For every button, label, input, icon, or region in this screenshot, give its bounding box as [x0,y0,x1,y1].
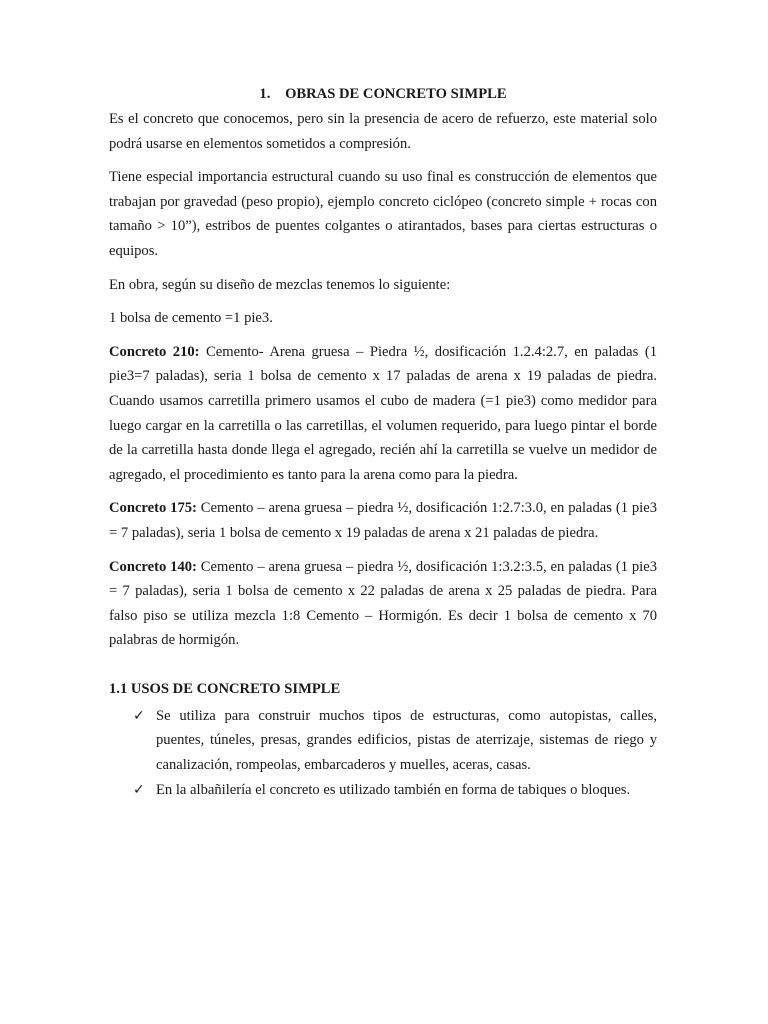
subsection-heading: 1.1 USOS DE CONCRETO SIMPLE [109,680,341,697]
paragraph-definition: Es el concreto que conocemos, pero sin la presencia de acero de refuerzo, este material solo podrá usarse en elementos sometidos a compresión. [109,111,657,152]
paragraph-concreto-175 [109,496,657,545]
check-icon: ✓ [133,781,145,798]
paragraph-obra: En obra, según su diseño de mezclas tenemos lo siguiente: [109,276,451,293]
concreto-140-text: Cemento – arena gruesa – piedra ½, dosificación 1:3.2:3.5, en paladas (1 pie3 = 7 paladas), seria 1 bolsa de cemento x 22 paladas de arena x 25 paladas de piedra. Para falso piso se utiliza mezcla 1:8 Cemento – Hormigón. Es decir 1 bolsa de cemento x 70 palabras de hormigón. [109,558,657,649]
paragraph-concreto-210 [109,340,657,488]
concreto-210-label: Concreto 210: [109,343,200,360]
document-page [109,84,657,802]
section-heading [109,84,657,104]
usos-list [109,704,657,802]
list-item [109,704,657,778]
check-icon: ✓ [133,707,145,724]
concreto-175-text: Cemento – arena gruesa – piedra ½, dosificación 1:2.7:3.0, en paladas (1 pie3 = 7 paladas), seria 1 bolsa de cemento x 19 paladas de arena x 21 paladas de piedra. [109,500,657,541]
paragraph-concreto-140 [109,555,657,653]
section-title: OBRAS DE CONCRETO SIMPLE [285,86,507,102]
list-item-text: En la albañilería el concreto es utilizado también en forma de tabiques o bloques. [156,781,631,798]
concreto-140-label: Concreto 140: [109,558,197,575]
list-item [109,778,657,803]
paragraph-bolsa: 1 bolsa de cemento =1 pie3. [109,310,273,327]
concreto-210-text: Cemento- Arena gruesa – Piedra ½, dosificación 1.2.4:2.7, en paladas (1 pie3=7 paladas), seria 1 bolsa de cemento x 17 paladas de arena x 19 paladas de piedra. Cuando usamos carretilla primero usamos el cubo de madera (=1 pie3) como medidor para luego cargar en la carretilla o las carretillas, el volumen requerido, para luego pintar el borde de la carretilla hasta donde llega el agregado, recién ahí la carretilla se vuelve un medidor de agregado, el procedimiento es tanto para la arena como para la piedra. [109,343,657,483]
list-item-text: Se utiliza para construir muchos tipos de estructuras, como autopistas, calles, puentes, túneles, presas, grandes edificios, pistas de aterrizaje, sistemas de riego y canalización, rompeolas, embarcaderos y muelles, aceras, casas. [156,707,657,774]
concreto-175-label: Concreto 175: [109,500,197,517]
section-number: 1. [259,86,271,102]
paragraph-importance: Tiene especial importancia estructural cuando su uso final es construcción de elementos que trabajan por gravedad (peso propio), ejemplo concreto ciclópeo (concreto simple + rocas con tamaño > 10”), estribos de puentes colgantes o atirantados, bases para ciertas estructuras o equipos. [109,169,657,259]
